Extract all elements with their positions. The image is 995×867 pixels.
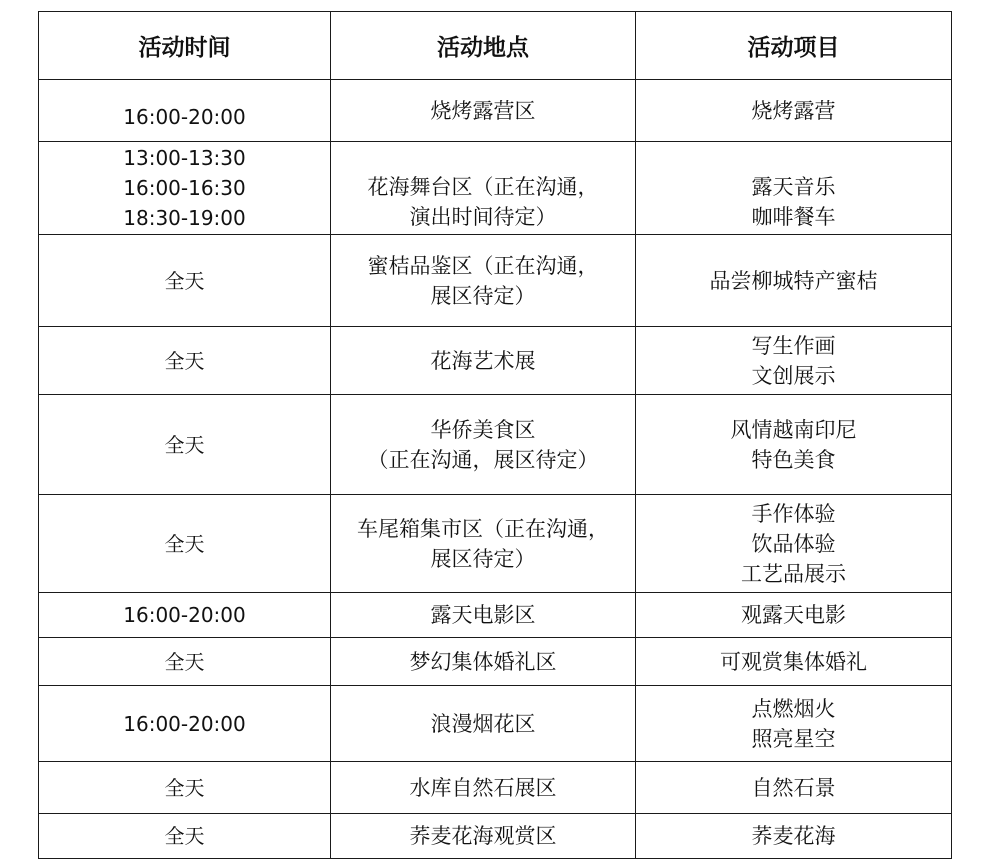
time-line: 全天: [164, 432, 205, 457]
table-header-row: [39, 12, 952, 80]
cell-place: [331, 327, 636, 395]
place-line: 露天电影区: [430, 603, 536, 627]
place-line: 蜜桔品鉴区（正在沟通，: [367, 253, 599, 278]
cell-items: [636, 327, 952, 395]
item-line: 烧烤露营: [751, 98, 836, 123]
cell-items: [636, 235, 952, 327]
cell-place: [331, 686, 636, 762]
cell-items: [636, 814, 952, 859]
cell-items: [636, 593, 952, 638]
place-line: （正在沟通，展区待定）: [367, 447, 599, 472]
cell-items: [636, 395, 952, 495]
cell-place: [331, 235, 636, 327]
time-line: 16:00-20:00: [123, 603, 246, 627]
item-line: 特色美食: [751, 447, 836, 472]
header-time: 活动时间: [39, 12, 331, 80]
item-line: 风情越南印尼: [730, 417, 857, 442]
cell-items: [636, 762, 952, 814]
table-row: [39, 142, 952, 235]
place-line: 展区待定）: [430, 546, 536, 571]
place-line: 荞麦花海观赏区: [409, 824, 557, 848]
place-line: 展区待定）: [430, 283, 536, 308]
table-row: [39, 593, 952, 638]
cell-time: [39, 395, 331, 495]
item-line: 品尝柳城特产蜜桔: [709, 268, 878, 293]
table-row: [39, 327, 952, 395]
place-line: 浪漫烟花区: [430, 711, 536, 736]
table-row: [39, 814, 952, 859]
cell-time: [39, 142, 331, 235]
item-line: 写生作画: [751, 333, 836, 358]
item-line: 饮品体验: [751, 531, 836, 556]
item-line: 咖啡餐车: [751, 205, 836, 229]
cell-place: [331, 814, 636, 859]
cell-time: [39, 762, 331, 814]
cell-time: [39, 686, 331, 762]
item-line: 工艺品展示: [741, 561, 846, 586]
time-line: 全天: [164, 531, 205, 556]
item-line: 自然石景: [751, 775, 836, 800]
cell-place: [331, 638, 636, 686]
place-line: 梦幻集体婚礼区: [409, 649, 557, 674]
item-line: 观露天电影: [741, 603, 846, 627]
cell-time: [39, 495, 331, 593]
cell-time: [39, 814, 331, 859]
cell-place: [331, 395, 636, 495]
cell-items: [636, 142, 952, 235]
cell-time: [39, 235, 331, 327]
cell-items: [636, 638, 952, 686]
time-line: 全天: [164, 649, 205, 674]
table-row: [39, 80, 952, 142]
table-row: [39, 686, 952, 762]
time-line: 16:00-16:30: [123, 176, 246, 200]
table-row: [39, 638, 952, 686]
table-row: [39, 762, 952, 814]
table-row: [39, 235, 952, 327]
activity-schedule-table: [38, 11, 952, 859]
time-line: 16:00-20:00: [123, 711, 246, 736]
cell-time: [39, 80, 331, 142]
header-place: 活动地点: [331, 12, 636, 80]
place-line: 烧烤露营区: [430, 98, 536, 123]
place-line: 花海舞台区（正在沟通，: [367, 175, 599, 199]
time-line: 全天: [164, 775, 205, 800]
place-line: 花海艺术展: [430, 348, 536, 373]
item-line: 文创展示: [751, 363, 836, 388]
cell-items: [636, 80, 952, 142]
time-line: 13:00-13:30: [123, 146, 246, 170]
cell-time: [39, 327, 331, 395]
item-line: 荞麦花海: [751, 824, 836, 848]
cell-items: [636, 495, 952, 593]
time-line: 全天: [164, 348, 205, 373]
place-line: 车尾箱集市区（正在沟通，: [357, 516, 609, 541]
place-line: 华侨美食区: [430, 417, 536, 442]
time-line: 全天: [164, 268, 205, 293]
table-row: [39, 395, 952, 495]
cell-place: [331, 762, 636, 814]
cell-items: [636, 686, 952, 762]
item-line: 露天音乐: [751, 175, 836, 199]
item-line: 点燃烟火: [751, 696, 836, 721]
header-items: 活动项目: [636, 12, 952, 80]
time-line: 全天: [164, 824, 205, 848]
time-line: 16:00-20:00: [123, 104, 246, 129]
cell-place: [331, 142, 636, 235]
cell-time: [39, 593, 331, 638]
item-line: 照亮星空: [751, 726, 836, 751]
table-row: [39, 495, 952, 593]
time-line: 18:30-19:00: [123, 206, 246, 230]
cell-time: [39, 638, 331, 686]
cell-place: [331, 80, 636, 142]
item-line: 可观赏集体婚礼: [720, 649, 867, 674]
place-line: 演出时间待定）: [409, 205, 557, 229]
cell-place: [331, 593, 636, 638]
item-line: 手作体验: [751, 501, 836, 526]
place-line: 水库自然石展区: [409, 775, 557, 800]
cell-place: [331, 495, 636, 593]
